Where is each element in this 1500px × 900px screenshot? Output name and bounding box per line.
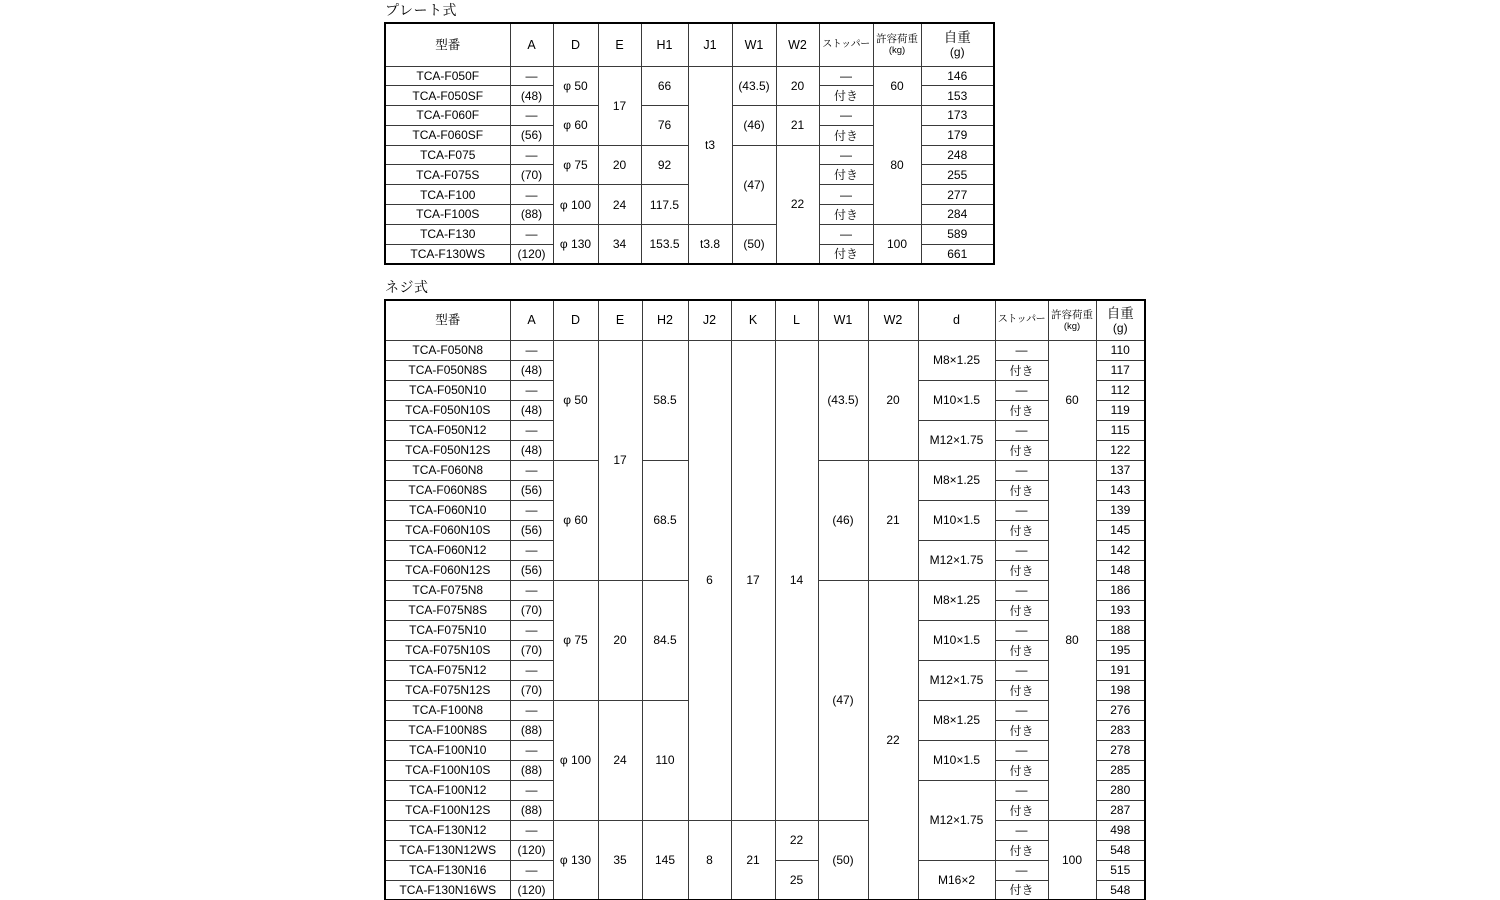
data-cell: 21: [776, 106, 819, 146]
data-cell: φ 60: [553, 460, 598, 580]
column-header-H1: H1: [641, 23, 688, 66]
data-cell: —: [510, 580, 553, 600]
model-cell: TCA-F060N12: [385, 540, 510, 560]
data-cell: M12×1.75: [918, 540, 995, 580]
data-cell: —: [510, 420, 553, 440]
data-cell: 付き: [995, 840, 1048, 860]
plate-spec-table: [384, 22, 995, 265]
model-cell: TCA-F060N8S: [385, 480, 510, 500]
screw-spec-table: [384, 299, 1146, 900]
data-cell: 付き: [819, 244, 873, 264]
data-cell: 498: [1096, 820, 1145, 840]
data-cell: φ 75: [553, 580, 598, 700]
column-header-W2: W2: [868, 300, 918, 340]
data-cell: 6: [688, 340, 731, 820]
data-cell: 84.5: [642, 580, 688, 700]
model-cell: TCA-F060F: [385, 106, 510, 126]
column-header-A: A: [510, 300, 553, 340]
data-cell: 277: [921, 185, 994, 205]
model-cell: TCA-F075N10: [385, 620, 510, 640]
column-header-H2: H2: [642, 300, 688, 340]
model-cell: TCA-F075S: [385, 165, 510, 185]
header-row: [385, 23, 994, 66]
data-cell: (56): [510, 480, 553, 500]
data-cell: —: [995, 620, 1048, 640]
column-header-J2: J2: [688, 300, 731, 340]
data-cell: —: [510, 780, 553, 800]
data-cell: —: [995, 740, 1048, 760]
column-header-D: D: [553, 23, 598, 66]
data-cell: 110: [1096, 340, 1145, 360]
model-cell: TCA-F060N12S: [385, 560, 510, 580]
data-cell: 24: [598, 700, 642, 820]
data-cell: 548: [1096, 840, 1145, 860]
model-cell: TCA-F130N16WS: [385, 880, 510, 900]
model-cell: TCA-F100N8: [385, 700, 510, 720]
data-cell: —: [995, 660, 1048, 680]
model-cell: TCA-F100N10: [385, 740, 510, 760]
data-cell: M8×1.25: [918, 700, 995, 740]
data-cell: 80: [1048, 460, 1096, 820]
column-header-weight: 自重 (g): [1096, 300, 1145, 340]
data-cell: M12×1.75: [918, 420, 995, 460]
data-cell: 119: [1096, 400, 1145, 420]
data-cell: 515: [1096, 860, 1145, 880]
data-cell: —: [510, 700, 553, 720]
data-cell: 145: [642, 820, 688, 900]
plate-type-section: [384, 2, 995, 265]
model-cell: TCA-F100N8S: [385, 720, 510, 740]
model-cell: TCA-F100N12S: [385, 800, 510, 820]
column-header-J1: J1: [688, 23, 732, 66]
model-cell: TCA-F050F: [385, 66, 510, 86]
data-cell: M10×1.5: [918, 740, 995, 780]
data-cell: (46): [732, 106, 776, 146]
column-header-E: E: [598, 23, 641, 66]
column-header-W1: W1: [818, 300, 868, 340]
model-cell: TCA-F050N8S: [385, 360, 510, 380]
data-cell: 110: [642, 700, 688, 820]
column-header-W2: W2: [776, 23, 819, 66]
data-cell: M8×1.25: [918, 580, 995, 620]
data-cell: 117.5: [641, 185, 688, 225]
data-cell: (70): [510, 640, 553, 660]
data-cell: (70): [510, 165, 553, 185]
data-cell: —: [510, 380, 553, 400]
data-cell: (88): [510, 800, 553, 820]
data-cell: 20: [598, 580, 642, 700]
column-header-load: 許容荷重 (kg): [873, 23, 921, 66]
data-cell: 142: [1096, 540, 1145, 560]
data-cell: —: [510, 224, 553, 244]
data-cell: —: [510, 540, 553, 560]
data-cell: 60: [873, 66, 921, 106]
data-cell: (88): [510, 205, 553, 225]
data-cell: 20: [776, 66, 819, 106]
data-cell: —: [995, 860, 1048, 880]
model-cell: TCA-F100S: [385, 205, 510, 225]
data-cell: —: [995, 820, 1048, 840]
data-cell: 付き: [995, 880, 1048, 900]
data-cell: 68.5: [642, 460, 688, 580]
column-header-d: d: [918, 300, 995, 340]
data-cell: 139: [1096, 500, 1145, 520]
screw-table-title: ネジ式: [385, 279, 429, 295]
model-cell: TCA-F100N10S: [385, 760, 510, 780]
data-cell: M8×1.25: [918, 460, 995, 500]
data-cell: φ 50: [553, 66, 598, 106]
data-cell: —: [819, 224, 873, 244]
data-cell: —: [995, 580, 1048, 600]
data-cell: M10×1.5: [918, 500, 995, 540]
data-cell: 35: [598, 820, 642, 900]
data-cell: M8×1.25: [918, 340, 995, 380]
model-cell: TCA-F060N10: [385, 500, 510, 520]
data-cell: (120): [510, 840, 553, 860]
data-cell: —: [510, 106, 553, 126]
column-header-model: 型番: [385, 23, 510, 66]
data-cell: φ 60: [553, 106, 598, 146]
data-cell: 137: [1096, 460, 1145, 480]
model-cell: TCA-F075N12: [385, 660, 510, 680]
data-cell: —: [510, 500, 553, 520]
data-cell: —: [510, 185, 553, 205]
data-cell: 255: [921, 165, 994, 185]
model-cell: TCA-F060SF: [385, 125, 510, 145]
data-cell: 付き: [995, 360, 1048, 380]
model-cell: TCA-F130WS: [385, 244, 510, 264]
data-cell: (120): [510, 244, 553, 264]
column-header-W1: W1: [732, 23, 776, 66]
model-cell: TCA-F075N8S: [385, 600, 510, 620]
data-cell: —: [995, 780, 1048, 800]
data-cell: 66: [641, 66, 688, 106]
data-cell: 285: [1096, 760, 1145, 780]
data-cell: 283: [1096, 720, 1145, 740]
data-cell: 80: [873, 106, 921, 225]
data-cell: —: [510, 620, 553, 640]
data-cell: 22: [775, 820, 818, 860]
table-row: [385, 820, 1145, 840]
data-cell: —: [995, 340, 1048, 360]
data-cell: 60: [1048, 340, 1096, 460]
data-cell: 付き: [995, 760, 1048, 780]
data-cell: (50): [818, 820, 868, 900]
data-cell: 146: [921, 66, 994, 86]
data-cell: 付き: [995, 640, 1048, 660]
data-cell: 100: [1048, 820, 1096, 900]
data-cell: 661: [921, 244, 994, 264]
data-cell: 186: [1096, 580, 1145, 600]
data-cell: 248: [921, 145, 994, 165]
data-cell: φ 100: [553, 700, 598, 820]
data-cell: 287: [1096, 800, 1145, 820]
data-cell: 14: [775, 340, 818, 820]
data-cell: 20: [868, 340, 918, 460]
data-cell: 21: [868, 460, 918, 580]
model-cell: TCA-F060N8: [385, 460, 510, 480]
table-row: [385, 340, 1145, 360]
data-cell: —: [510, 820, 553, 840]
model-cell: TCA-F075N8: [385, 580, 510, 600]
column-header-stopper: ストッパー: [819, 23, 873, 66]
data-cell: 173: [921, 106, 994, 126]
data-cell: —: [995, 540, 1048, 560]
data-cell: 付き: [819, 86, 873, 106]
data-cell: —: [819, 145, 873, 165]
model-cell: TCA-F100: [385, 185, 510, 205]
data-cell: φ 130: [553, 224, 598, 264]
data-cell: 143: [1096, 480, 1145, 500]
screw-type-section: [384, 279, 1146, 900]
model-cell: TCA-F050SF: [385, 86, 510, 106]
data-cell: 179: [921, 125, 994, 145]
data-cell: (56): [510, 520, 553, 540]
model-cell: TCA-F050N12S: [385, 440, 510, 460]
model-cell: TCA-F100N12: [385, 780, 510, 800]
data-cell: M10×1.5: [918, 620, 995, 660]
data-cell: —: [510, 660, 553, 680]
data-cell: 24: [598, 185, 641, 225]
data-cell: 92: [641, 145, 688, 185]
data-cell: 付き: [995, 800, 1048, 820]
data-cell: (70): [510, 600, 553, 620]
column-header-L: L: [775, 300, 818, 340]
data-cell: (88): [510, 760, 553, 780]
data-cell: 付き: [995, 520, 1048, 540]
data-cell: (56): [510, 125, 553, 145]
data-cell: M10×1.5: [918, 380, 995, 420]
data-cell: (48): [510, 86, 553, 106]
model-cell: TCA-F050N10: [385, 380, 510, 400]
data-cell: M12×1.75: [918, 780, 995, 860]
model-cell: TCA-F130N12: [385, 820, 510, 840]
data-cell: φ 130: [553, 820, 598, 900]
data-cell: (56): [510, 560, 553, 580]
data-cell: φ 75: [553, 145, 598, 185]
data-cell: 付き: [995, 680, 1048, 700]
data-cell: 117: [1096, 360, 1145, 380]
data-cell: 付き: [995, 400, 1048, 420]
column-header-E: E: [598, 300, 642, 340]
column-header-load: 許容荷重 (kg): [1048, 300, 1096, 340]
data-cell: —: [510, 145, 553, 165]
data-cell: M12×1.75: [918, 660, 995, 700]
plate-table-title: プレート式: [385, 2, 457, 18]
data-cell: —: [995, 460, 1048, 480]
data-cell: (43.5): [818, 340, 868, 460]
data-cell: 191: [1096, 660, 1145, 680]
data-cell: 195: [1096, 640, 1145, 660]
data-cell: 280: [1096, 780, 1145, 800]
data-cell: φ 100: [553, 185, 598, 225]
data-cell: 76: [641, 106, 688, 146]
data-cell: 21: [731, 820, 775, 900]
data-cell: —: [510, 860, 553, 880]
data-cell: 278: [1096, 740, 1145, 760]
data-cell: 58.5: [642, 340, 688, 460]
data-cell: 付き: [995, 440, 1048, 460]
model-cell: TCA-F050N12: [385, 420, 510, 440]
data-cell: —: [510, 460, 553, 480]
data-cell: (48): [510, 400, 553, 420]
data-cell: 付き: [995, 480, 1048, 500]
data-cell: (47): [732, 145, 776, 224]
column-header-A: A: [510, 23, 553, 66]
column-header-D: D: [553, 300, 598, 340]
column-header-weight: 自重 (g): [921, 23, 994, 66]
data-cell: 148: [1096, 560, 1145, 580]
model-cell: TCA-F130N16: [385, 860, 510, 880]
data-cell: (88): [510, 720, 553, 740]
data-cell: (48): [510, 360, 553, 380]
data-cell: —: [995, 500, 1048, 520]
data-cell: —: [995, 700, 1048, 720]
table-row: [385, 224, 994, 244]
data-cell: —: [819, 106, 873, 126]
data-cell: 122: [1096, 440, 1145, 460]
data-cell: 34: [598, 224, 641, 264]
model-cell: TCA-F050N8: [385, 340, 510, 360]
data-cell: 100: [873, 224, 921, 264]
data-cell: 589: [921, 224, 994, 244]
data-cell: (70): [510, 680, 553, 700]
data-cell: 115: [1096, 420, 1145, 440]
data-cell: (48): [510, 440, 553, 460]
model-cell: TCA-F050N10S: [385, 400, 510, 420]
data-cell: 284: [921, 205, 994, 225]
data-cell: (47): [818, 580, 868, 820]
model-cell: TCA-F130N12WS: [385, 840, 510, 860]
data-cell: 22: [868, 580, 918, 900]
data-cell: t3: [688, 66, 732, 224]
data-cell: 188: [1096, 620, 1145, 640]
column-header-stopper: ストッパー: [995, 300, 1048, 340]
data-cell: 8: [688, 820, 731, 900]
data-cell: 17: [731, 340, 775, 820]
data-cell: 193: [1096, 600, 1145, 620]
data-cell: 付き: [819, 125, 873, 145]
data-cell: —: [995, 420, 1048, 440]
data-cell: φ 50: [553, 340, 598, 460]
data-cell: (120): [510, 880, 553, 900]
data-cell: 20: [598, 145, 641, 185]
header-row: [385, 300, 1145, 340]
data-cell: (50): [732, 224, 776, 264]
data-cell: 548: [1096, 880, 1145, 900]
data-cell: 付き: [995, 720, 1048, 740]
data-cell: 198: [1096, 680, 1145, 700]
data-cell: t3.8: [688, 224, 732, 264]
data-cell: M16×2: [918, 860, 995, 900]
data-cell: —: [819, 185, 873, 205]
data-cell: 付き: [995, 560, 1048, 580]
model-cell: TCA-F075: [385, 145, 510, 165]
data-cell: 17: [598, 340, 642, 580]
model-cell: TCA-F130: [385, 224, 510, 244]
data-cell: —: [510, 740, 553, 760]
data-cell: —: [510, 66, 553, 86]
table-row: [385, 66, 994, 86]
model-cell: TCA-F075N12S: [385, 680, 510, 700]
column-header-model: 型番: [385, 300, 510, 340]
data-cell: 22: [776, 145, 819, 264]
column-header-K: K: [731, 300, 775, 340]
model-cell: TCA-F060N10S: [385, 520, 510, 540]
data-cell: 153: [921, 86, 994, 106]
data-cell: —: [819, 66, 873, 86]
data-cell: 276: [1096, 700, 1145, 720]
data-cell: 付き: [995, 600, 1048, 620]
model-cell: TCA-F075N10S: [385, 640, 510, 660]
data-cell: 付き: [819, 165, 873, 185]
data-cell: 112: [1096, 380, 1145, 400]
data-cell: 付き: [819, 205, 873, 225]
data-cell: (46): [818, 460, 868, 580]
data-cell: (43.5): [732, 66, 776, 106]
data-cell: —: [995, 380, 1048, 400]
data-cell: 145: [1096, 520, 1145, 540]
data-cell: 17: [598, 66, 641, 145]
data-cell: 25: [775, 860, 818, 900]
data-cell: 153.5: [641, 224, 688, 264]
data-cell: —: [510, 340, 553, 360]
